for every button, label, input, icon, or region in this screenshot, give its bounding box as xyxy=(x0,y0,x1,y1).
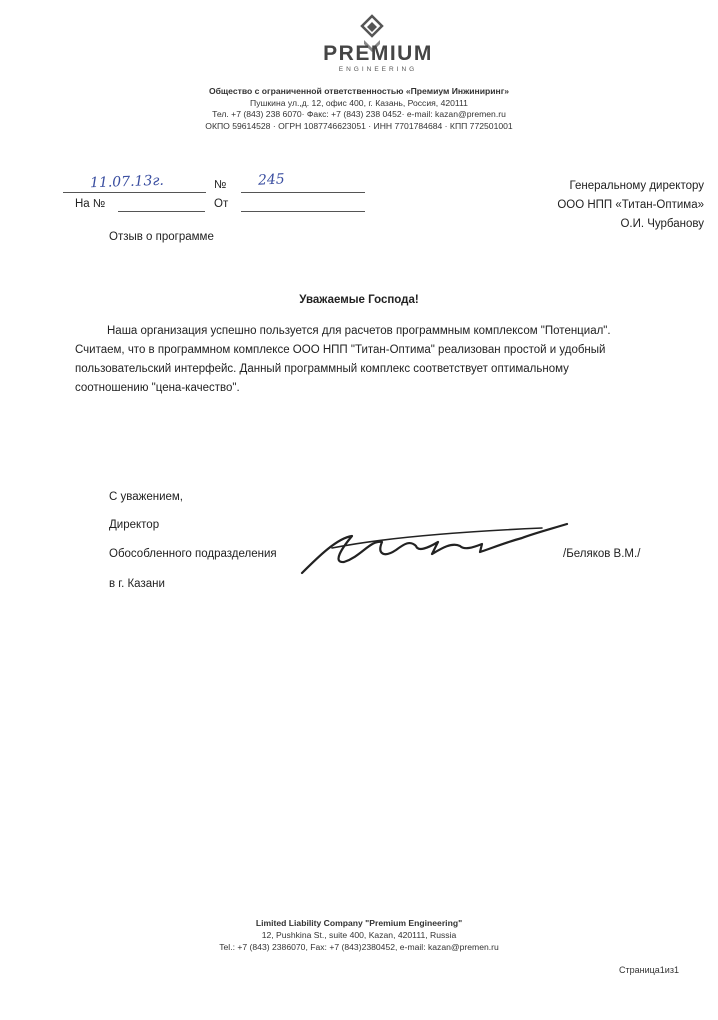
signatory-name: /Беляков В.М./ xyxy=(563,548,641,560)
addressee-line: О.И. Чурбанову xyxy=(620,218,704,230)
closing-regards: С уважением, xyxy=(109,491,183,503)
logo-name: PREMIUM xyxy=(323,42,433,65)
footer-address: 12, Pushkina St., suite 400, Kazan, 420111, Russia xyxy=(261,930,457,940)
date-line xyxy=(63,192,206,193)
number-label: № xyxy=(214,179,227,191)
on-number-line xyxy=(118,211,205,212)
header-codes: ОКПО 59614528 · ОГРН 1087746623051 · ИНН 7701784684 · КПП 772501001 xyxy=(205,121,513,131)
header-address: Пушкина ул.,д. 12, офис 400, г. Казань, Россия, 420111 xyxy=(250,98,468,108)
logo-subtitle: ENGINEERING xyxy=(338,66,418,73)
handwritten-number: 245 xyxy=(257,171,286,189)
addressee-block xyxy=(557,177,704,234)
header-company-name: Общество с ограниченной ответственностью «Премиум Инжиниринг» xyxy=(208,86,510,96)
footer-company: Limited Liability Company "Premium Engineering" xyxy=(255,918,463,928)
from-line xyxy=(241,211,365,212)
handwritten-signature xyxy=(292,518,577,580)
body-line: соотношению "цена-качество". xyxy=(75,382,240,394)
letter-greeting: Уважаемые Господа! xyxy=(299,294,419,306)
signatory-position: Директор xyxy=(109,519,160,531)
from-label: От xyxy=(214,198,229,210)
number-line xyxy=(241,192,365,193)
handwritten-date: 11.07.13г. xyxy=(89,172,165,192)
footer-contacts: Tel.: +7 (843) 2386070, Fax: +7 (843)2380452, e-mail: kazan@premen.ru xyxy=(219,942,499,952)
addressee-line: Генеральному директору xyxy=(569,180,704,192)
page-number: Страница1из1 xyxy=(619,965,679,975)
body-line: пользовательский интерфейс. Данный программный комплекс соответствует оптимальному xyxy=(75,363,569,375)
body-line: Наша организация успешно пользуется для расчетов программным комплексом "Потенциал". xyxy=(107,325,611,337)
signatory-city: в г. Казани xyxy=(109,578,165,590)
header-contacts: Тел. +7 (843) 238 6070· Факс: +7 (843) 238 0452· e-mail: kazan@premen.ru xyxy=(212,109,506,119)
letter-subject: Отзыв о программе xyxy=(109,231,214,243)
addressee-line: ООО НПП «Титан-Оптима» xyxy=(557,199,704,211)
letter-body xyxy=(75,322,675,398)
signatory-division: Обособленного подразделения xyxy=(109,548,277,560)
on-number-label: На № xyxy=(75,198,106,210)
body-line: Считаем, что в программном комплексе ООО НПП "Титан-Оптима" реализован простой и удобный xyxy=(75,344,606,356)
